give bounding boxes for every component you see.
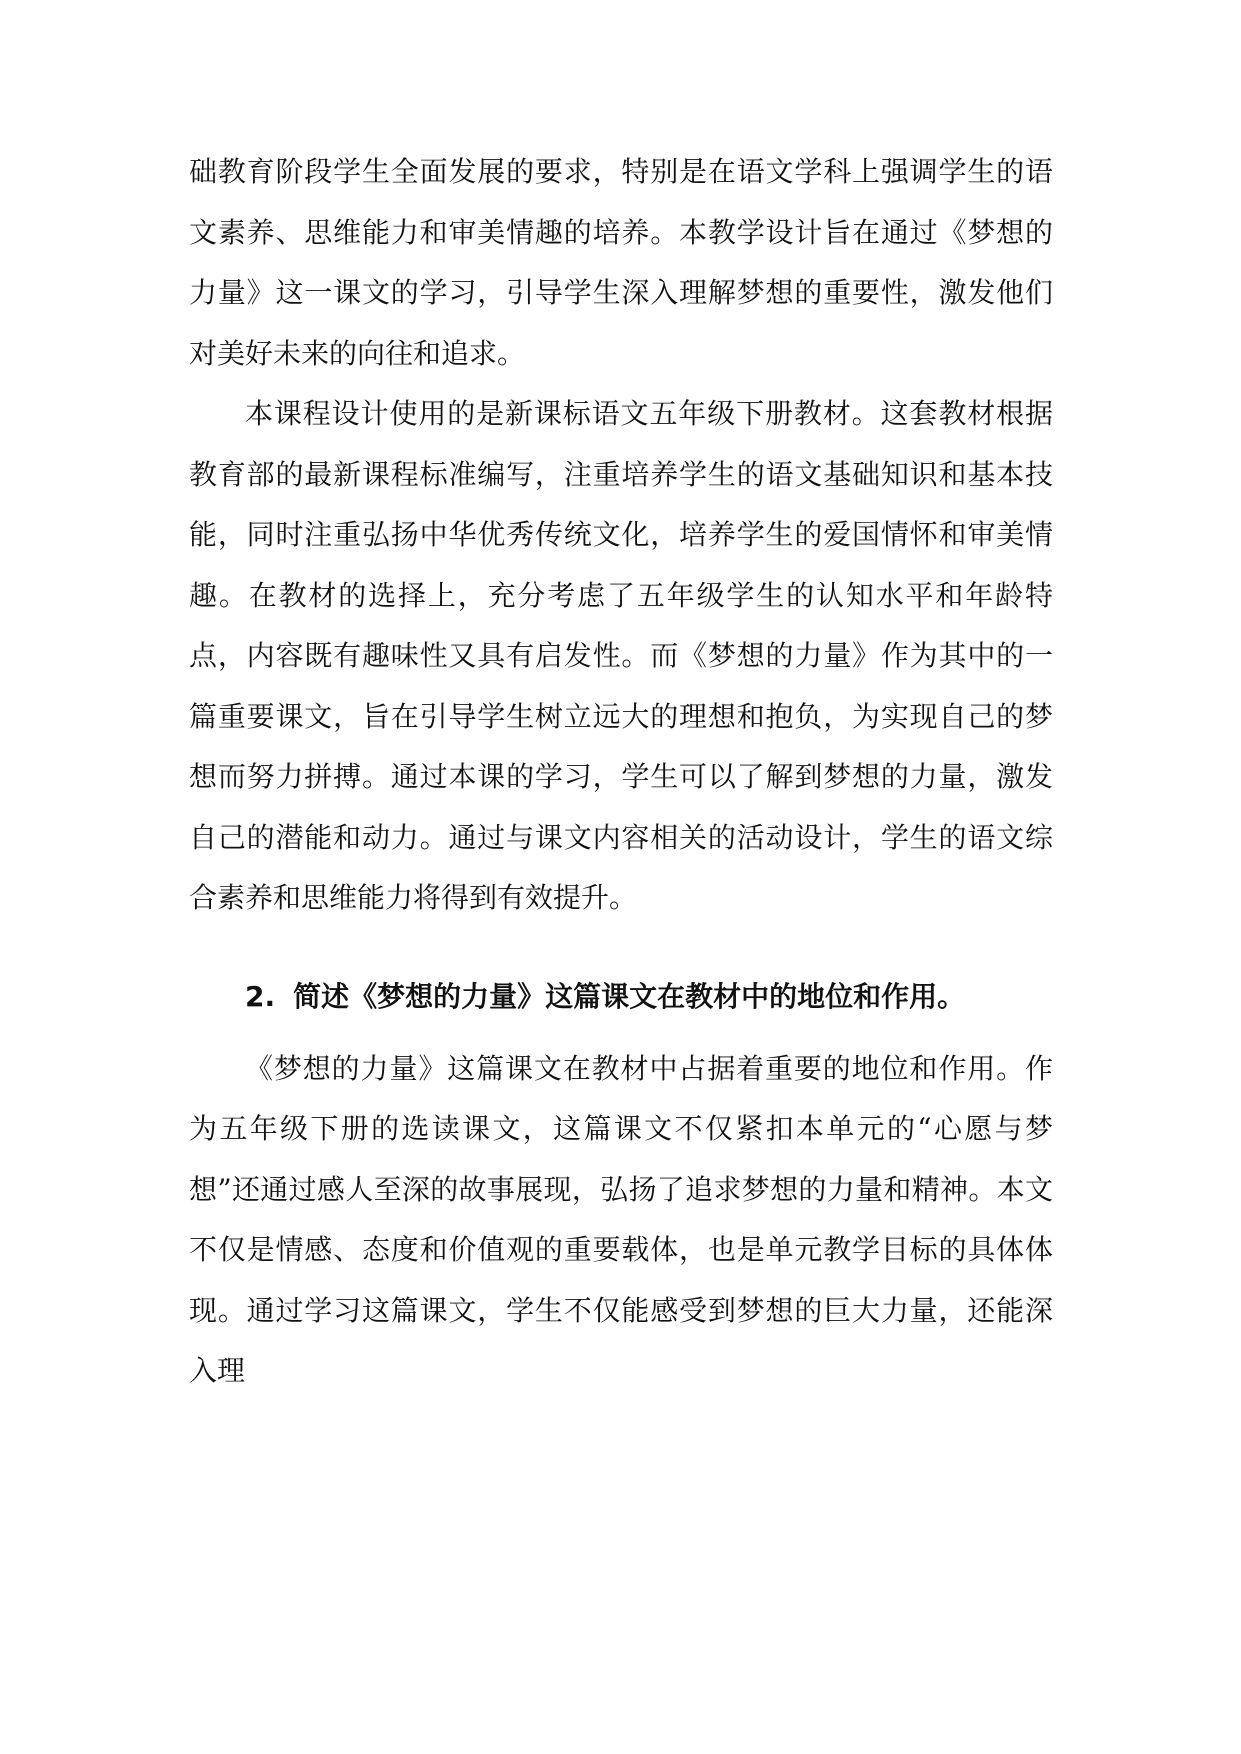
paragraph-1: 础教育阶段学生全面发展的要求，特别是在语文学科上强调学生的语文素养、思维能力和审美情趣的培养。本教学设计旨在通过《梦想的力量》这一课文的学习，引导学生深入理解梦想的重要性，激发他们对美好未来的向往和追求。 [189,155,1053,370]
body-text [189,142,1053,1402]
section-heading-number: 2. [245,979,276,1013]
section-heading [189,965,1053,1029]
paragraph-3: 《梦想的力量》这篇课文在教材中占据着重要的地位和作用。作为五年级下册的选读课文，这篇课文不仅紧扣本单元的“心愿与梦想”还通过感人至深的故事展现，弘扬了追求梦想的力量和精神。本文不仅是情感、态度和价值观的重要载体，也是单元教学目标的具体体现。通过学习这篇课文，学生不仅能感受到梦想的巨大力量，还能深入理 [189,1051,1053,1387]
paragraph-2: 本课程设计使用的是新课标语文五年级下册教材。这套教材根据教育部的最新课程标准编写，注重培养学生的语文基础知识和基本技能，同时注重弘扬中华优秀传统文化，培养学生的爱国情怀和审美情趣。在教材的选择上，充分考虑了五年级学生的认知水平和年龄特点，内容既有趣味性又具有启发性。而《梦想的力量》作为其中的一篇重要课文，旨在引导学生树立远大的理想和抱负，为实现自己的梦想而努力拼搏。通过本课的学习，学生可以了解到梦想的力量，激发自己的潜能和动力。通过与课文内容相关的活动设计，学生的语文综合素养和思维能力将得到有效提升。 [189,397,1053,914]
section-heading-text: 简述《梦想的力量》这篇课文在教材中的地位和作用。 [293,979,966,1013]
